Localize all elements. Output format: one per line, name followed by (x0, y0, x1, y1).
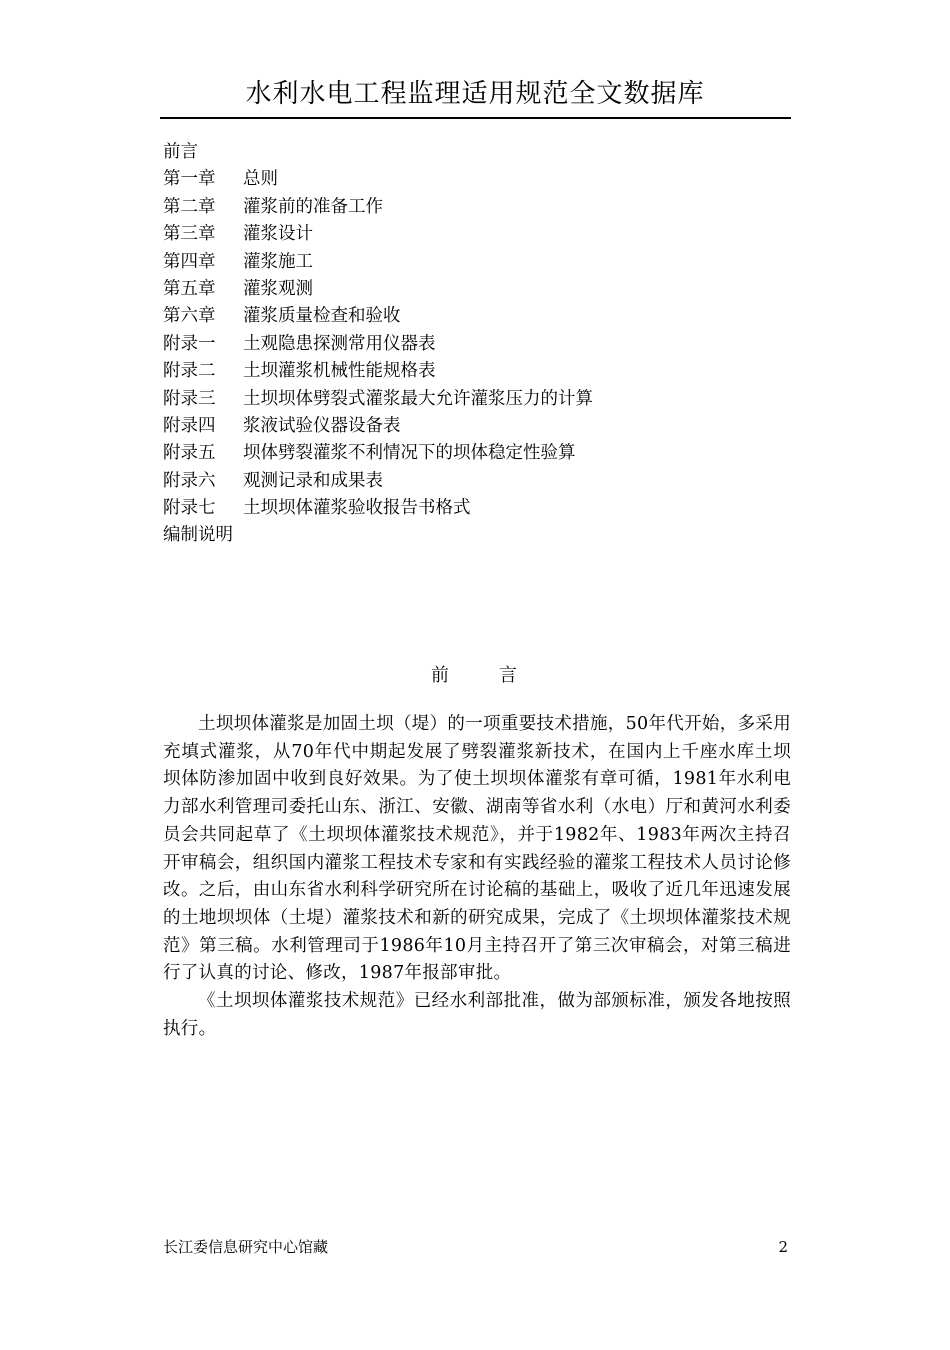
toc-item[interactable] (163, 522, 793, 549)
toc-item-number: 附录一 (163, 333, 216, 354)
toc-item-title: 灌浆前的准备工作 (243, 196, 383, 217)
toc-item-number: 第一章 (163, 169, 216, 190)
toc-item-number: 编制说明 (163, 525, 233, 546)
toc-item-number: 前言 (163, 142, 198, 162)
toc-item[interactable] (163, 468, 793, 495)
toc-item[interactable] (163, 413, 793, 440)
header-divider (160, 117, 791, 119)
page-number: 2 (778, 1238, 788, 1256)
toc-item-title: 土坝灌浆机械性能规格表 (243, 361, 436, 382)
toc-item[interactable] (163, 249, 793, 276)
toc-item[interactable] (163, 440, 793, 467)
toc-item-title: 灌浆质量检查和验收 (243, 306, 401, 327)
toc-item-title: 浆液试验仪器设备表 (243, 415, 401, 436)
toc-item-number: 附录四 (163, 415, 216, 436)
toc-item-number: 第二章 (163, 196, 216, 217)
toc-item[interactable] (163, 495, 793, 522)
toc-item[interactable] (163, 358, 793, 385)
toc-item[interactable] (163, 166, 793, 193)
section-heading-left: 前 (431, 665, 449, 686)
toc-item-number: 附录七 (163, 498, 216, 519)
page-header-title: 水利水电工程监理适用规范全文数据库 (245, 79, 705, 109)
toc-item-number: 第六章 (163, 306, 216, 327)
toc-item-title: 坝体劈裂灌浆不利情况下的坝体稳定性验算 (243, 443, 576, 464)
section-heading-right: 言 (499, 665, 517, 686)
toc-item-title: 土坝坝体劈裂式灌浆最大允许灌浆压力的计算 (243, 388, 593, 409)
toc-item[interactable] (163, 276, 793, 303)
toc-item-number: 附录六 (163, 470, 216, 491)
toc-item-title: 灌浆施工 (243, 251, 313, 272)
table-of-contents (163, 139, 793, 550)
toc-item-number: 第三章 (163, 224, 216, 245)
toc-item[interactable] (163, 303, 793, 330)
section-heading (431, 662, 517, 690)
toc-item[interactable] (163, 331, 793, 358)
toc-item-title: 灌浆设计 (243, 224, 313, 245)
toc-item[interactable] (163, 221, 793, 248)
footer-source: 长江委信息研究中心馆藏 (163, 1238, 329, 1256)
section-body (163, 711, 791, 1043)
toc-item-number: 附录五 (163, 443, 216, 464)
toc-item-number: 附录二 (163, 361, 216, 382)
toc-item-number: 第五章 (163, 278, 216, 299)
paragraph: 土坝坝体灌浆是加固土坝（堤）的一项重要技术措施，50年代开始，多采用充填式灌浆，从70年代中期起发展了劈裂灌浆新技术，在国内上千座水库土坝坝体防渗加固中收到良好效果。为了使土坝坝体灌浆有章可循，1981年水利电力部水利管理司委托山东、浙江、安徽、湖南等省水利（水电）厅和黄河水利委员会共同起草了《土坝坝体灌浆技术规范》，并于1982年、1983年两次主持召开审稿会，组织国内灌浆工程技术专家和有实践经验的灌浆工程技术人员讨论修改。之后，由山东省水利科学研究所在讨论稿的基础上，吸收了近几年迅速发展的土地坝坝体（土堤）灌浆技术和新的研究成果，完成了《土坝坝体灌浆技术规范》第三稿。水利管理司于1986年10月主持召开了第三次审稿会，对第三稿进行了认真的讨论、修改，1987年报部审批。 (163, 714, 791, 984)
toc-item-number: 第四章 (163, 251, 216, 272)
toc-item[interactable] (163, 139, 793, 166)
paragraph: 《土坝坝体灌浆技术规范》已经水利部批准，做为部颁标准，颁发各地按照执行。 (163, 991, 791, 1039)
toc-item[interactable] (163, 194, 793, 221)
toc-item-title: 土观隐患探测常用仪器表 (243, 333, 436, 354)
toc-item-number: 附录三 (163, 388, 216, 409)
toc-item[interactable] (163, 386, 793, 413)
toc-item-title: 土坝坝体灌浆验收报告书格式 (243, 498, 471, 519)
toc-item-title: 总则 (243, 169, 278, 190)
toc-item-title: 观测记录和成果表 (243, 470, 383, 491)
toc-item-title: 灌浆观测 (243, 278, 313, 299)
